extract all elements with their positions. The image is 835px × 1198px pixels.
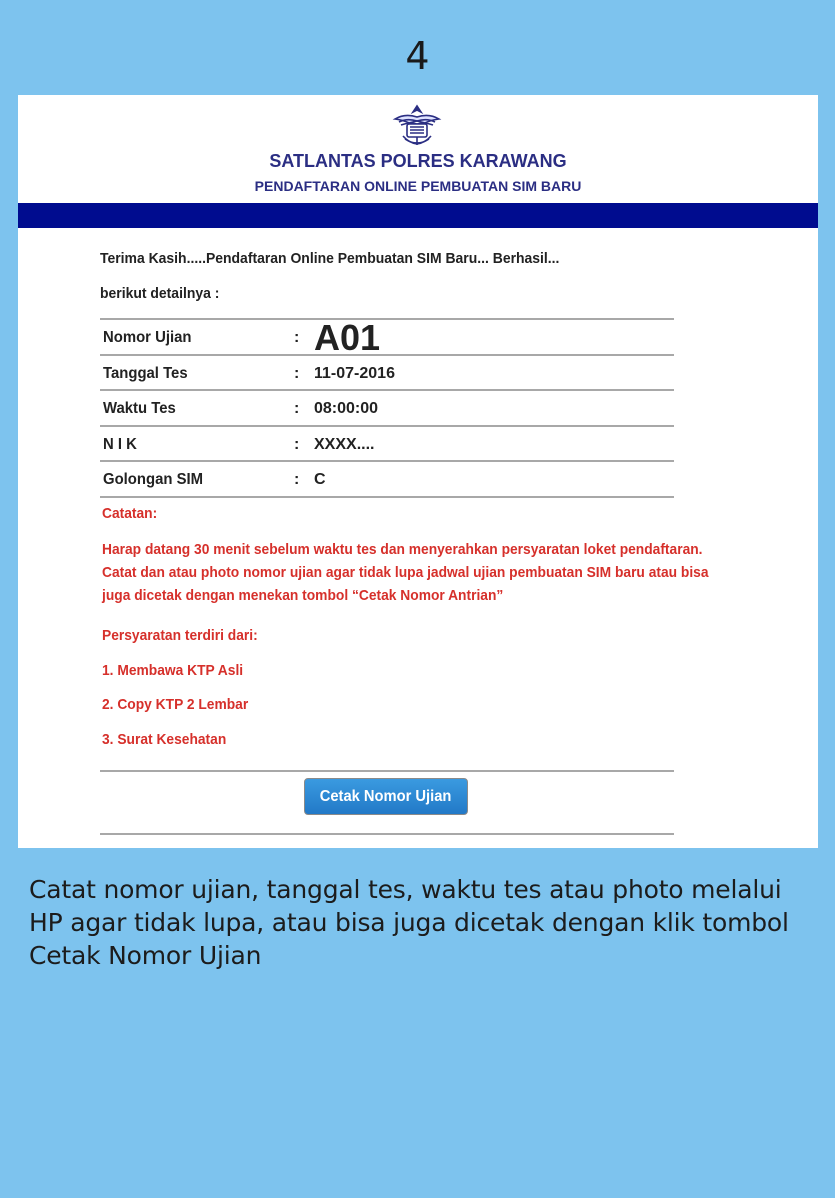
page-number: 4 <box>405 34 430 78</box>
test-date-value: 11-07-2016 <box>314 364 395 382</box>
detail-label: N I K <box>103 435 137 453</box>
org-subtitle: PENDAFTARAN ONLINE PEMBUATAN SIM BARU <box>254 178 582 194</box>
exam-number-value: A01 <box>314 317 381 358</box>
requirement-item: 3. Surat Kesehatan <box>102 731 227 748</box>
nik-value: XXXX.... <box>314 435 375 453</box>
detail-colon: : <box>294 435 300 453</box>
detail-label: Tanggal Tes <box>103 364 188 382</box>
detail-label: Nomor Ujian <box>103 329 192 346</box>
print-exam-number-button[interactable] <box>304 778 468 815</box>
requirement-item: 1. Membawa KTP Asli <box>102 662 244 679</box>
detail-colon: : <box>294 364 300 382</box>
detail-colon: : <box>294 471 300 488</box>
divider <box>100 770 674 772</box>
detail-row-nik <box>100 427 674 463</box>
requirements-title: Persyaratan terdiri dari: <box>102 627 258 644</box>
registration-panel <box>18 95 818 848</box>
detail-row-waktu-tes <box>100 391 674 427</box>
requirement-item: 2. Copy KTP 2 Lembar <box>102 696 249 713</box>
detail-row-tanggal-tes <box>100 356 674 392</box>
police-emblem-icon <box>391 103 443 149</box>
detail-row-nomor-ujian <box>100 317 674 358</box>
sim-class-value: C <box>314 471 326 488</box>
detail-label: Golongan SIM <box>103 471 204 488</box>
header-bar <box>18 203 818 228</box>
success-message: Terima Kasih.....Pendaftaran Online Pembuatan SIM Baru... Berhasil... <box>100 250 560 267</box>
divider <box>100 833 674 835</box>
detail-label: Waktu Tes <box>103 400 176 417</box>
instruction-caption: Catat nomor ujian, tanggal tes, waktu tes atau photo melalui HP agar tidak lupa, atau bisa juga dicetak dengan klik tombol Cetak Nomor Ujian <box>29 875 789 970</box>
org-title: SATLANTAS POLRES KARAWANG <box>269 151 567 171</box>
notes-title: Catatan: <box>102 505 158 522</box>
detail-row-golongan-sim <box>100 462 674 498</box>
details-table <box>100 318 674 498</box>
notes-body: Harap datang 30 menit sebelum waktu tes dan menyerahkan persyaratan loket pendaftaran. Catat dan atau photo nomor ujian agar tidak lupa jadwal ujian pembuatan SIM baru atau bisa juga dicetak dengan menekan tombol “Cetak Nomor Antrian” <box>102 541 709 604</box>
test-time-value: 08:00:00 <box>314 400 379 417</box>
detail-colon: : <box>294 400 300 417</box>
print-button-label: Cetak Nomor Ujian <box>320 788 452 805</box>
detail-colon: : <box>294 329 300 346</box>
detail-intro: berikut detailnya : <box>100 285 220 302</box>
